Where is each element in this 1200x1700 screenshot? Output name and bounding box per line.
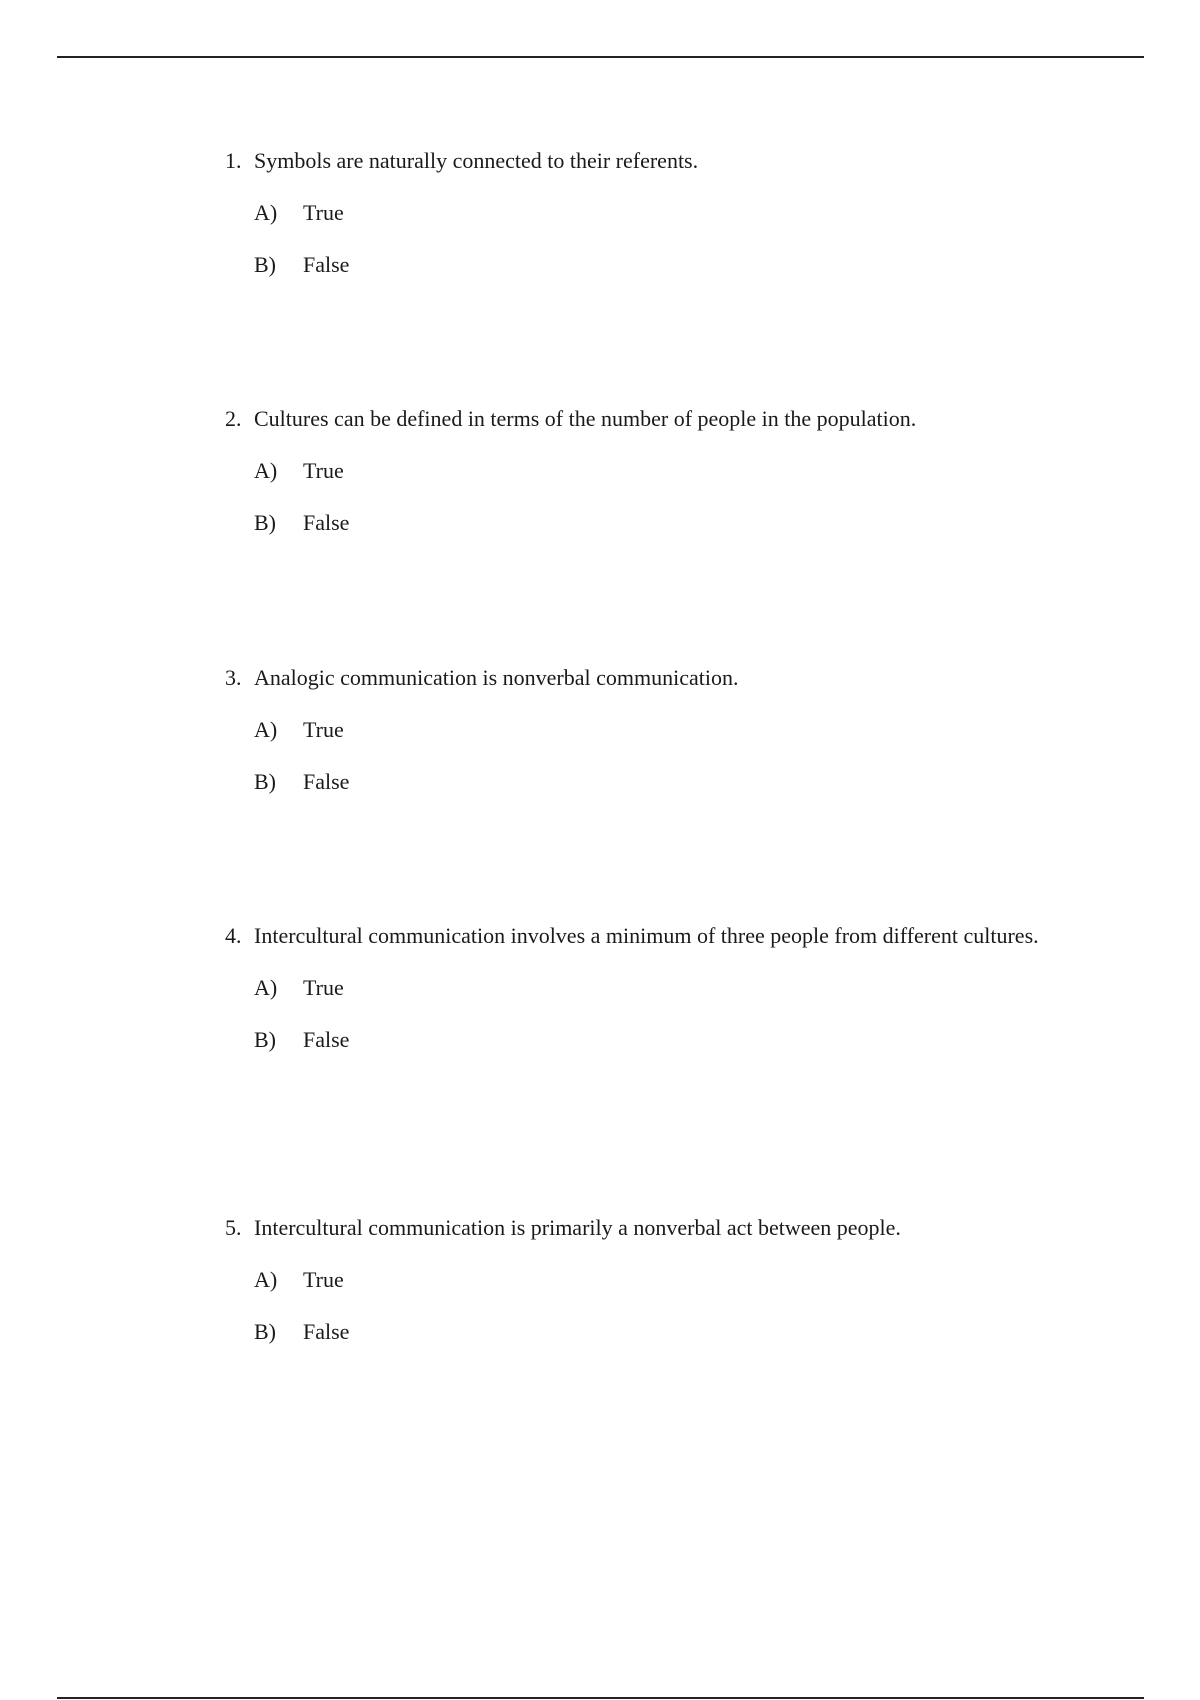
question-number: 5. bbox=[225, 1215, 242, 1240]
option-letter: B) bbox=[254, 510, 276, 535]
option-letter: B) bbox=[254, 252, 276, 277]
option-text: True bbox=[303, 717, 344, 742]
option-b[interactable] bbox=[254, 1316, 1055, 1348]
option-text: False bbox=[303, 1319, 350, 1344]
option-list bbox=[225, 455, 1055, 539]
option-text: False bbox=[303, 1027, 350, 1052]
option-text: True bbox=[303, 200, 344, 225]
option-letter: B) bbox=[254, 1027, 276, 1052]
question-5 bbox=[225, 1212, 1055, 1368]
option-list bbox=[225, 1264, 1055, 1348]
question-stem bbox=[225, 920, 1055, 952]
question-stem bbox=[225, 403, 1055, 435]
option-letter: A) bbox=[254, 975, 278, 1000]
option-text: False bbox=[303, 510, 350, 535]
option-b[interactable] bbox=[254, 766, 1055, 798]
option-b[interactable] bbox=[254, 249, 1055, 281]
question-number: 2. bbox=[225, 406, 242, 431]
option-b[interactable] bbox=[254, 507, 1055, 539]
option-text: False bbox=[303, 252, 350, 277]
option-b[interactable] bbox=[254, 1024, 1055, 1056]
option-letter: B) bbox=[254, 769, 276, 794]
option-list bbox=[225, 972, 1055, 1056]
header-rule bbox=[57, 56, 1144, 58]
option-letter: A) bbox=[254, 458, 278, 483]
question-number: 4. bbox=[225, 923, 242, 948]
option-text: False bbox=[303, 769, 350, 794]
option-a[interactable] bbox=[254, 455, 1055, 487]
question-stem bbox=[225, 662, 1055, 694]
option-a[interactable] bbox=[254, 714, 1055, 746]
question-stem bbox=[225, 145, 1055, 177]
question-stem bbox=[225, 1212, 1055, 1244]
question-3 bbox=[225, 662, 1055, 818]
option-list bbox=[225, 714, 1055, 798]
question-2 bbox=[225, 403, 1055, 559]
option-list bbox=[225, 197, 1055, 281]
question-number: 3. bbox=[225, 665, 242, 690]
option-letter: A) bbox=[254, 200, 278, 225]
option-letter: A) bbox=[254, 1267, 278, 1292]
option-a[interactable] bbox=[254, 972, 1055, 1004]
option-text: True bbox=[303, 1267, 344, 1292]
option-a[interactable] bbox=[254, 197, 1055, 229]
question-text: Analogic communication is nonverbal communication. bbox=[254, 665, 739, 690]
option-letter: B) bbox=[254, 1319, 276, 1344]
question-text: Intercultural communication involves a minimum of three people from different cultures. bbox=[254, 923, 1039, 948]
question-text: Intercultural communication is primarily a nonverbal act between people. bbox=[254, 1215, 901, 1240]
option-text: True bbox=[303, 975, 344, 1000]
option-a[interactable] bbox=[254, 1264, 1055, 1296]
option-text: True bbox=[303, 458, 344, 483]
footer-rule bbox=[57, 1697, 1144, 1699]
question-text: Symbols are naturally connected to their referents. bbox=[254, 148, 699, 173]
question-number: 1. bbox=[225, 148, 242, 173]
question-4 bbox=[225, 920, 1055, 1076]
option-letter: A) bbox=[254, 717, 278, 742]
question-1 bbox=[225, 145, 1055, 301]
question-text: Cultures can be defined in terms of the number of people in the population. bbox=[254, 406, 917, 431]
